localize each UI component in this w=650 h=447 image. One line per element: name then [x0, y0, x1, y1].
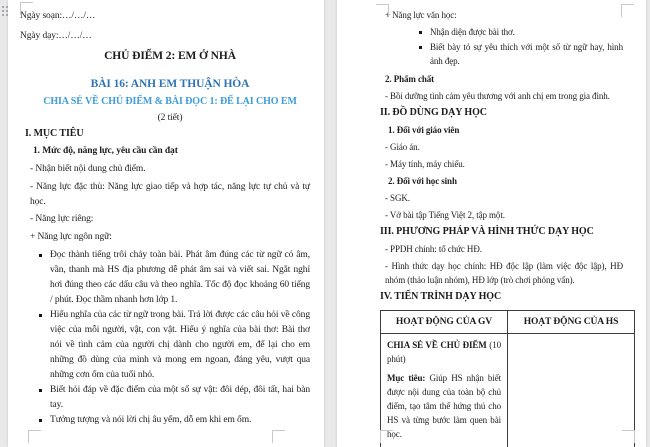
bullet-item: Biết bày tỏ sự yêu thích với một số từ ngữ hay, hình ảnh đẹp.	[430, 40, 623, 69]
page-left[interactable]	[8, 0, 324, 447]
lesson-duration: (2 tiết)	[157, 113, 183, 123]
table-header-hs: HOẠT ĐỘNG CỦA HS	[508, 310, 635, 333]
crop-mark	[621, 4, 634, 17]
bullet-item: Nhận diện được bài thơ.	[430, 25, 623, 40]
lesson-title: BÀI 16: ANH EM THUẬN HÒA	[90, 78, 250, 90]
gv-activity-title: CHIA SẺ VỀ CHỦ ĐIỂM (10 phút)	[387, 339, 501, 364]
paragraph-sgk: - SGK.	[385, 192, 410, 203]
crop-mark	[20, 2, 33, 15]
section-heading-muc-tieu: I. MỤC TIÊU	[25, 128, 84, 139]
paragraph-nang-luc-van-hoc: + Năng lực văn học:	[385, 10, 457, 20]
crop-mark	[28, 430, 41, 443]
table-cell-hs-activity[interactable]	[508, 333, 635, 447]
page-right[interactable]	[337, 0, 646, 447]
crop-mark	[376, 4, 389, 17]
crop-mark	[272, 430, 285, 443]
subsection-pham-chat: 2. Phẩm chất	[385, 73, 435, 84]
paragraph-nang-luc-dac-thu: - Năng lực đặc thù: Năng lực giao tiếp và hợp tác, năng lực tự chủ và tự học.	[30, 182, 310, 207]
paragraph-ppdh: - PPDH chính: tổ chức HĐ.	[385, 243, 482, 254]
paragraph-nang-luc-rieng: - Năng lực riêng:	[30, 214, 94, 224]
bullet-item: Hiểu nghĩa của các từ ngữ trong bài. Trả lời được các câu hỏi về công việc của mỗi người, vật, con vật. Hiểu ý nghĩa của bài thơ: Bài thơ nói về tình cảm của người chị dành cho người em, để lại cho em những đồ dùng của mình và mong em ngoan, đáng yêu, vượt qua những cơn ốm của tuổi nhỏ.	[50, 308, 310, 383]
paragraph-giao-an: - Giáo án.	[385, 141, 420, 152]
subsection-giao-vien: 1. Đối với giáo viên	[388, 124, 460, 135]
paragraph-hinh-thuc: - Hình thức dạy học chính: HĐ độc lập (làm việc độc lập), HĐ nhóm (thảo luận nhóm), HĐ lớp (trò chơi phỏng vấn).	[385, 260, 623, 285]
date-prepared-line: Ngày soạn:…/…/…	[20, 11, 96, 21]
table-row	[381, 333, 635, 447]
crop-mark	[622, 430, 635, 443]
bullet-item: Biết hỏi đáp về đặc điểm của một số sự vật: đôi dép, đôi tất, hai bàn tay.	[50, 383, 310, 413]
date-taught-line: Ngày dạy:…/…/…	[20, 31, 92, 41]
crop-mark	[380, 430, 393, 443]
table-header-row	[381, 310, 635, 333]
bullet-item: Tưởng tượng và nói lời chị âu yếm, dỗ em khi em ốm.	[50, 413, 310, 428]
drag-handle-icon[interactable]	[2, 6, 8, 16]
section-heading-do-dung: II. ĐỒ DÙNG DẠY HỌC	[380, 106, 487, 118]
van-hoc-bullet-list	[385, 25, 623, 69]
bullet-item: Đọc thành tiếng trôi chảy toàn bài. Phát âm đúng các từ ngữ có âm, vần, thanh mà HS địa phương dễ phát âm sai và viết sai. Ngắt nghỉ hơi đúng theo các dấu câu và theo nghĩa. Tốc độ đọc khoảng 60 tiếng / phút. Đọc thầm nhanh hơn lớp 1.	[50, 248, 310, 308]
paragraph-nang-luc-ngon-ngu: + Năng lực ngôn ngữ:	[30, 232, 112, 242]
topic-title: CHỦ ĐIỂM 2: EM Ở NHÀ	[104, 50, 236, 62]
paragraph-boi-duong: - Bồi dưỡng tình cảm yêu thương với anh chị em trong gia đình.	[385, 90, 610, 101]
paragraph-may-tinh: - Máy tính, máy chiếu.	[385, 158, 465, 169]
paragraph-nhan-biet: - Nhận biết nội dung chủ điểm.	[30, 164, 146, 174]
ngon-ngu-bullet-list	[30, 248, 310, 428]
paragraph-vo-bai-tap: - Vở bài tập Tiếng Việt 2, tập một.	[385, 209, 505, 220]
subsection-hoc-sinh: 2. Đối với học sinh	[388, 175, 457, 186]
lesson-subtitle: CHIA SẺ VỀ CHỦ ĐIỂM & BÀI ĐỌC 1: ĐỂ LẠI CHO EM	[43, 96, 297, 107]
section-heading-tien-trinh: IV. TIẾN TRÌNH DẠY HỌC	[380, 291, 502, 302]
gv-activity-goal: Mục tiêu: Giúp HS nhận biết được nội dung của toàn bộ chủ điểm, tạo tâm thế hứng thú cho HS và từng bước làm quen bài học.	[387, 372, 502, 439]
table-cell-gv-activity[interactable]	[381, 333, 508, 447]
section-heading-phuong-phap: III. PHƯƠNG PHÁP VÀ HÌNH THỨC DẠY HỌC	[380, 225, 594, 237]
activity-table	[380, 310, 635, 447]
subsection-muc-do: 1. Mức độ, năng lực, yêu cầu cần đạt	[33, 146, 178, 156]
table-header-gv: HOẠT ĐỘNG CỦA GV	[381, 310, 508, 333]
